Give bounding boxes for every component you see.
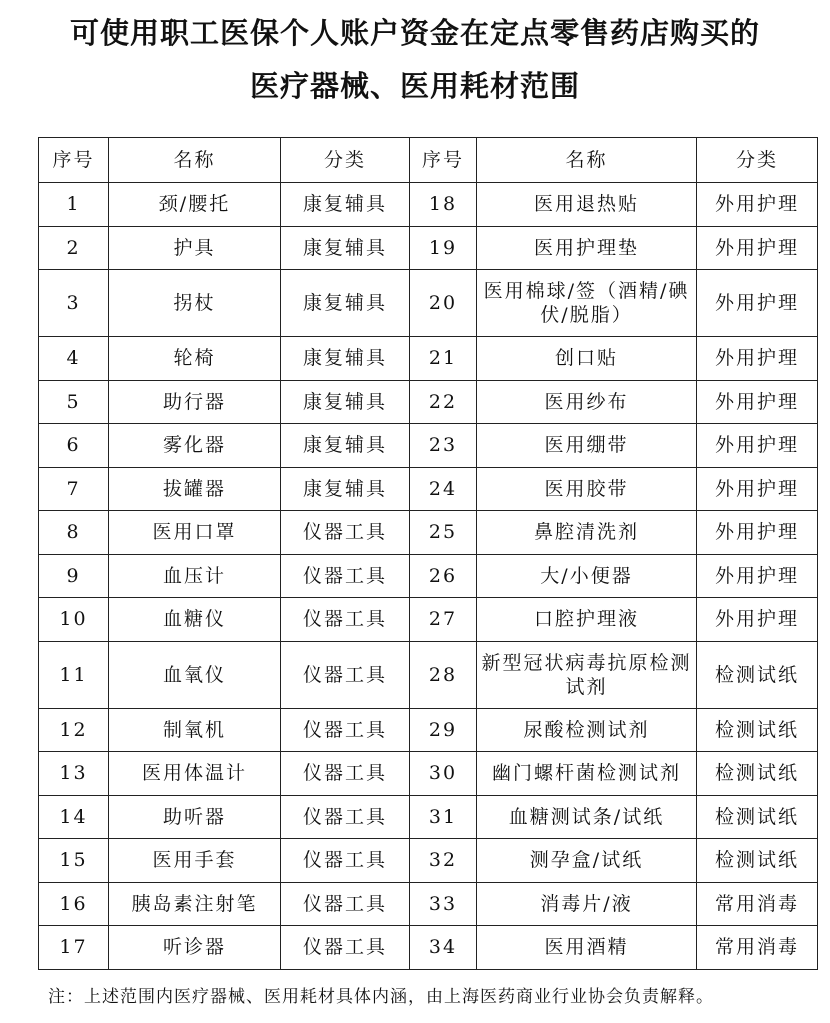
cell-index-right: 30 xyxy=(410,752,477,796)
cell-category-left: 仪器工具 xyxy=(281,511,410,555)
cell-category-right: 检测试纸 xyxy=(697,839,818,883)
cell-category-left: 仪器工具 xyxy=(281,554,410,598)
cell-index-right: 23 xyxy=(410,424,477,468)
cell-index-left: 9 xyxy=(39,554,109,598)
cell-name-right: 尿酸检测试剂 xyxy=(477,708,697,752)
table-row xyxy=(39,641,818,708)
cell-name-right: 新型冠状病毒抗原检测试剂 xyxy=(477,641,697,708)
cell-index-left: 12 xyxy=(39,708,109,752)
cell-category-right: 外用护理 xyxy=(697,467,818,511)
cell-name-right: 创口贴 xyxy=(477,337,697,381)
cell-category-right: 常用消毒 xyxy=(697,926,818,970)
cell-category-left: 仪器工具 xyxy=(281,598,410,642)
table-row xyxy=(39,183,818,227)
cell-category-left: 仪器工具 xyxy=(281,795,410,839)
cell-name-left: 助行器 xyxy=(109,380,281,424)
table-row xyxy=(39,554,818,598)
cell-category-left: 康复辅具 xyxy=(281,467,410,511)
cell-name-left: 医用口罩 xyxy=(109,511,281,555)
cell-name-left: 血压计 xyxy=(109,554,281,598)
cell-index-right: 32 xyxy=(410,839,477,883)
cell-index-left: 16 xyxy=(39,882,109,926)
cell-name-left: 医用体温计 xyxy=(109,752,281,796)
cell-category-right: 外用护理 xyxy=(697,270,818,337)
table-row xyxy=(39,270,818,337)
cell-category-right: 检测试纸 xyxy=(697,708,818,752)
cell-index-left: 8 xyxy=(39,511,109,555)
table-row xyxy=(39,467,818,511)
cell-category-right: 外用护理 xyxy=(697,337,818,381)
cell-index-right: 18 xyxy=(410,183,477,227)
table-row xyxy=(39,380,818,424)
cell-name-left: 血糖仪 xyxy=(109,598,281,642)
table-row xyxy=(39,752,818,796)
cell-name-right: 医用胶带 xyxy=(477,467,697,511)
table-row xyxy=(39,839,818,883)
cell-name-left: 轮椅 xyxy=(109,337,281,381)
cell-index-right: 31 xyxy=(410,795,477,839)
cell-index-right: 19 xyxy=(410,226,477,270)
cell-name-left: 血氧仪 xyxy=(109,641,281,708)
cell-index-left: 6 xyxy=(39,424,109,468)
cell-category-left: 康复辅具 xyxy=(281,226,410,270)
cell-name-left: 医用手套 xyxy=(109,839,281,883)
cell-category-right: 外用护理 xyxy=(697,183,818,227)
cell-name-right: 医用护理垫 xyxy=(477,226,697,270)
cell-category-left: 康复辅具 xyxy=(281,380,410,424)
cell-category-right: 检测试纸 xyxy=(697,752,818,796)
table-row xyxy=(39,795,818,839)
document-title-line-1: 可使用职工医保个人账户资金在定点零售药店购买的 xyxy=(69,16,760,50)
cell-name-left: 胰岛素注射笔 xyxy=(109,882,281,926)
scope-table xyxy=(38,137,818,970)
table-row xyxy=(39,424,818,468)
cell-name-left: 听诊器 xyxy=(109,926,281,970)
cell-name-right: 测孕盒/试纸 xyxy=(477,839,697,883)
cell-category-right: 外用护理 xyxy=(697,598,818,642)
cell-category-right: 外用护理 xyxy=(697,511,818,555)
cell-index-left: 5 xyxy=(39,380,109,424)
cell-name-right: 医用酒精 xyxy=(477,926,697,970)
cell-category-right: 外用护理 xyxy=(697,554,818,598)
cell-index-left: 11 xyxy=(39,641,109,708)
cell-category-left: 康复辅具 xyxy=(281,183,410,227)
cell-name-right: 血糖测试条/试纸 xyxy=(477,795,697,839)
cell-index-right: 26 xyxy=(410,554,477,598)
cell-name-right: 口腔护理液 xyxy=(477,598,697,642)
cell-index-left: 10 xyxy=(39,598,109,642)
table-row xyxy=(39,226,818,270)
cell-name-left: 雾化器 xyxy=(109,424,281,468)
cell-index-right: 25 xyxy=(410,511,477,555)
cell-index-right: 20 xyxy=(410,270,477,337)
cell-name-left: 颈/腰托 xyxy=(109,183,281,227)
cell-name-right: 医用绷带 xyxy=(477,424,697,468)
document-title-line-2: 医疗器械、医用耗材范围 xyxy=(249,69,580,103)
cell-index-right: 22 xyxy=(410,380,477,424)
cell-category-left: 仪器工具 xyxy=(281,708,410,752)
cell-index-left: 13 xyxy=(39,752,109,796)
table-row xyxy=(39,598,818,642)
cell-index-right: 24 xyxy=(410,467,477,511)
cell-category-left: 仪器工具 xyxy=(281,926,410,970)
cell-index-right: 34 xyxy=(410,926,477,970)
cell-name-right: 医用纱布 xyxy=(477,380,697,424)
table-row xyxy=(39,511,818,555)
cell-name-right: 大/小便器 xyxy=(477,554,697,598)
cell-category-right: 常用消毒 xyxy=(697,882,818,926)
table-row xyxy=(39,337,818,381)
cell-category-right: 外用护理 xyxy=(697,380,818,424)
cell-category-left: 仪器工具 xyxy=(281,752,410,796)
cell-name-left: 拔罐器 xyxy=(109,467,281,511)
cell-name-left: 护具 xyxy=(109,226,281,270)
cell-index-left: 1 xyxy=(39,183,109,227)
cell-index-left: 14 xyxy=(39,795,109,839)
cell-index-right: 29 xyxy=(410,708,477,752)
cell-category-left: 康复辅具 xyxy=(281,270,410,337)
cell-name-right: 鼻腔清洗剂 xyxy=(477,511,697,555)
header-name-left: 名称 xyxy=(109,138,281,183)
cell-name-right: 医用退热贴 xyxy=(477,183,697,227)
cell-index-right: 27 xyxy=(410,598,477,642)
cell-index-right: 28 xyxy=(410,641,477,708)
cell-index-right: 21 xyxy=(410,337,477,381)
header-index-left: 序号 xyxy=(39,138,109,183)
cell-index-left: 17 xyxy=(39,926,109,970)
cell-name-left: 助听器 xyxy=(109,795,281,839)
footnote: 注：上述范围内医疗器械、医用耗材具体内涵，由上海医药商业行业协会负责解释。 xyxy=(48,987,714,1007)
cell-index-left: 4 xyxy=(39,337,109,381)
table-row xyxy=(39,708,818,752)
table-header-row xyxy=(39,138,818,183)
header-category-left: 分类 xyxy=(281,138,410,183)
cell-category-left: 仪器工具 xyxy=(281,641,410,708)
cell-index-left: 15 xyxy=(39,839,109,883)
cell-category-right: 检测试纸 xyxy=(697,641,818,708)
header-name-right: 名称 xyxy=(477,138,697,183)
table-row xyxy=(39,926,818,970)
cell-category-left: 仪器工具 xyxy=(281,839,410,883)
header-category-right: 分类 xyxy=(697,138,818,183)
cell-category-left: 康复辅具 xyxy=(281,337,410,381)
cell-category-right: 外用护理 xyxy=(697,424,818,468)
cell-index-right: 33 xyxy=(410,882,477,926)
cell-name-left: 制氧机 xyxy=(109,708,281,752)
cell-index-left: 3 xyxy=(39,270,109,337)
cell-index-left: 7 xyxy=(39,467,109,511)
cell-category-left: 仪器工具 xyxy=(281,882,410,926)
cell-name-right: 消毒片/液 xyxy=(477,882,697,926)
header-index-right: 序号 xyxy=(410,138,477,183)
table-body xyxy=(39,183,818,970)
cell-name-right: 幽门螺杆菌检测试剂 xyxy=(477,752,697,796)
cell-name-left: 拐杖 xyxy=(109,270,281,337)
cell-name-right: 医用棉球/签（酒精/碘伏/脱脂） xyxy=(477,270,697,337)
cell-category-right: 检测试纸 xyxy=(697,795,818,839)
table-row xyxy=(39,882,818,926)
cell-index-left: 2 xyxy=(39,226,109,270)
cell-category-left: 康复辅具 xyxy=(281,424,410,468)
cell-category-right: 外用护理 xyxy=(697,226,818,270)
